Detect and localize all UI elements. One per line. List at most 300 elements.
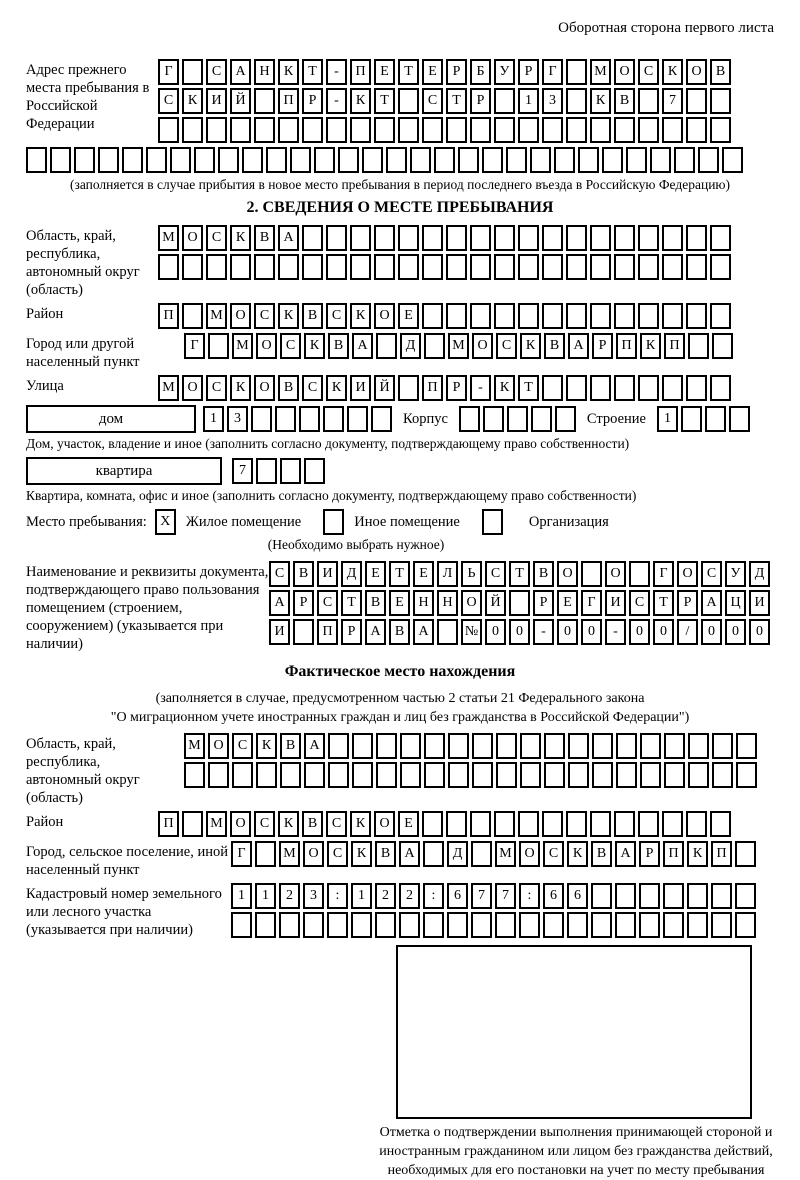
char-box[interactable] <box>664 762 685 788</box>
char-box[interactable] <box>470 225 491 251</box>
char-box[interactable] <box>616 733 637 759</box>
char-box[interactable]: О <box>182 225 203 251</box>
char-box[interactable] <box>590 225 611 251</box>
char-box[interactable]: Р <box>341 619 362 645</box>
char-box[interactable] <box>376 762 397 788</box>
char-box[interactable] <box>602 147 623 173</box>
char-box[interactable]: П <box>711 841 732 867</box>
char-box[interactable] <box>362 147 383 173</box>
char-box[interactable] <box>518 811 539 837</box>
char-box[interactable]: К <box>351 841 372 867</box>
char-box[interactable] <box>422 225 443 251</box>
char-box[interactable]: М <box>158 375 179 401</box>
char-box[interactable] <box>496 733 517 759</box>
char-box[interactable] <box>712 733 733 759</box>
char-box[interactable] <box>494 225 515 251</box>
char-box[interactable] <box>458 147 479 173</box>
char-box[interactable]: Р <box>677 590 698 616</box>
char-box[interactable]: В <box>280 733 301 759</box>
char-box[interactable] <box>376 333 397 359</box>
char-box[interactable]: У <box>725 561 746 587</box>
char-box[interactable]: У <box>494 59 515 85</box>
char-box[interactable] <box>710 254 731 280</box>
char-box[interactable]: 6 <box>567 883 588 909</box>
char-box[interactable]: Е <box>374 59 395 85</box>
char-box[interactable] <box>376 733 397 759</box>
char-box[interactable]: 0 <box>485 619 506 645</box>
char-box[interactable] <box>568 762 589 788</box>
char-box[interactable]: Т <box>653 590 674 616</box>
char-box[interactable] <box>581 561 602 587</box>
char-box[interactable] <box>194 147 215 173</box>
char-box[interactable] <box>158 254 179 280</box>
char-box[interactable] <box>182 303 203 329</box>
char-box[interactable]: Д <box>341 561 362 587</box>
char-box[interactable]: И <box>605 590 626 616</box>
char-box[interactable] <box>566 811 587 837</box>
char-box[interactable] <box>350 254 371 280</box>
char-box[interactable] <box>254 254 275 280</box>
char-box[interactable] <box>507 406 528 432</box>
char-box[interactable] <box>327 912 348 938</box>
char-box[interactable] <box>304 458 325 484</box>
char-box[interactable]: : <box>519 883 540 909</box>
char-box[interactable]: Р <box>446 59 467 85</box>
char-box[interactable] <box>375 912 396 938</box>
char-box[interactable]: В <box>328 333 349 359</box>
char-box[interactable]: С <box>638 59 659 85</box>
char-box[interactable] <box>278 254 299 280</box>
char-box[interactable]: П <box>317 619 338 645</box>
char-box[interactable]: 3 <box>227 406 248 432</box>
char-box[interactable] <box>729 406 750 432</box>
char-box[interactable]: С <box>269 561 290 587</box>
char-box[interactable]: В <box>389 619 410 645</box>
char-box[interactable] <box>686 117 707 143</box>
char-box[interactable]: О <box>374 303 395 329</box>
char-box[interactable] <box>681 406 702 432</box>
char-box[interactable]: 1 <box>518 88 539 114</box>
char-box[interactable]: 6 <box>447 883 468 909</box>
char-box[interactable]: А <box>352 333 373 359</box>
char-box[interactable] <box>638 225 659 251</box>
char-box[interactable]: Г <box>231 841 252 867</box>
char-box[interactable] <box>158 117 179 143</box>
char-box[interactable]: 0 <box>701 619 722 645</box>
char-box[interactable] <box>662 117 683 143</box>
char-box[interactable]: В <box>278 375 299 401</box>
char-box[interactable]: - <box>326 59 347 85</box>
char-box[interactable]: К <box>494 375 515 401</box>
char-box[interactable] <box>326 254 347 280</box>
char-box[interactable]: С <box>254 811 275 837</box>
char-box[interactable]: 1 <box>255 883 276 909</box>
char-box[interactable]: С <box>701 561 722 587</box>
char-box[interactable]: С <box>206 375 227 401</box>
char-box[interactable]: Т <box>389 561 410 587</box>
char-box[interactable] <box>328 733 349 759</box>
char-box[interactable]: 2 <box>279 883 300 909</box>
char-box[interactable] <box>590 254 611 280</box>
char-box[interactable] <box>663 883 684 909</box>
char-box[interactable] <box>542 225 563 251</box>
char-box[interactable] <box>400 762 421 788</box>
char-box[interactable]: Е <box>389 590 410 616</box>
char-box[interactable] <box>230 254 251 280</box>
char-box[interactable]: А <box>615 841 636 867</box>
char-box[interactable] <box>208 333 229 359</box>
char-box[interactable] <box>299 406 320 432</box>
char-box[interactable] <box>254 117 275 143</box>
char-box[interactable] <box>567 912 588 938</box>
char-box[interactable] <box>705 406 726 432</box>
char-box[interactable]: 3 <box>542 88 563 114</box>
char-box[interactable]: С <box>302 375 323 401</box>
char-box[interactable]: П <box>278 88 299 114</box>
char-box[interactable]: К <box>256 733 277 759</box>
char-box[interactable] <box>710 117 731 143</box>
char-box[interactable] <box>398 88 419 114</box>
char-box[interactable]: О <box>686 59 707 85</box>
char-box[interactable]: 2 <box>375 883 396 909</box>
char-box[interactable] <box>251 406 272 432</box>
char-box[interactable] <box>323 509 344 535</box>
char-box[interactable] <box>302 117 323 143</box>
char-box[interactable]: А <box>413 619 434 645</box>
char-box[interactable] <box>446 117 467 143</box>
char-box[interactable] <box>662 225 683 251</box>
char-box[interactable] <box>255 912 276 938</box>
char-box[interactable] <box>686 88 707 114</box>
char-box[interactable] <box>712 762 733 788</box>
char-box[interactable] <box>663 912 684 938</box>
char-box[interactable] <box>347 406 368 432</box>
char-box[interactable]: Е <box>398 811 419 837</box>
char-box[interactable]: П <box>422 375 443 401</box>
char-box[interactable] <box>722 147 743 173</box>
char-box[interactable] <box>640 733 661 759</box>
char-box[interactable]: Е <box>365 561 386 587</box>
char-box[interactable]: Р <box>639 841 660 867</box>
char-box[interactable]: О <box>461 590 482 616</box>
char-box[interactable]: Д <box>749 561 770 587</box>
char-box[interactable] <box>422 254 443 280</box>
char-box[interactable] <box>710 88 731 114</box>
char-box[interactable] <box>422 303 443 329</box>
char-box[interactable] <box>590 375 611 401</box>
char-box[interactable]: П <box>350 59 371 85</box>
char-box[interactable] <box>638 117 659 143</box>
char-box[interactable] <box>614 254 635 280</box>
char-box[interactable] <box>231 912 252 938</box>
char-box[interactable] <box>472 733 493 759</box>
char-box[interactable] <box>638 375 659 401</box>
char-box[interactable]: О <box>254 375 275 401</box>
char-box[interactable] <box>470 303 491 329</box>
char-box[interactable]: Т <box>518 375 539 401</box>
char-box[interactable]: С <box>280 333 301 359</box>
char-box[interactable] <box>448 762 469 788</box>
char-box[interactable]: С <box>327 841 348 867</box>
char-box[interactable] <box>208 762 229 788</box>
char-box[interactable] <box>616 762 637 788</box>
char-box[interactable] <box>664 733 685 759</box>
char-box[interactable] <box>518 303 539 329</box>
char-box[interactable] <box>448 733 469 759</box>
char-box[interactable] <box>698 147 719 173</box>
char-box[interactable] <box>592 762 613 788</box>
char-box[interactable]: П <box>158 811 179 837</box>
char-box[interactable] <box>26 147 47 173</box>
char-box[interactable]: Й <box>374 375 395 401</box>
char-box[interactable]: - <box>326 88 347 114</box>
char-box[interactable]: М <box>158 225 179 251</box>
char-box[interactable]: И <box>206 88 227 114</box>
char-box[interactable] <box>544 733 565 759</box>
char-box[interactable] <box>566 59 587 85</box>
char-box[interactable]: А <box>269 590 290 616</box>
char-box[interactable] <box>446 225 467 251</box>
char-box[interactable] <box>509 590 530 616</box>
char-box[interactable] <box>735 912 756 938</box>
char-box[interactable]: - <box>533 619 554 645</box>
char-box[interactable] <box>350 225 371 251</box>
char-box[interactable] <box>686 375 707 401</box>
char-box[interactable]: Т <box>302 59 323 85</box>
char-box[interactable] <box>614 225 635 251</box>
char-box[interactable] <box>568 733 589 759</box>
char-box[interactable]: О <box>557 561 578 587</box>
char-box[interactable] <box>639 883 660 909</box>
char-box[interactable] <box>614 117 635 143</box>
char-box[interactable] <box>290 147 311 173</box>
char-box[interactable] <box>735 883 756 909</box>
char-box[interactable]: А <box>399 841 420 867</box>
char-box[interactable]: В <box>302 303 323 329</box>
char-box[interactable] <box>638 88 659 114</box>
char-box[interactable]: Е <box>422 59 443 85</box>
char-box[interactable]: П <box>664 333 685 359</box>
char-box[interactable] <box>399 912 420 938</box>
char-box[interactable]: 3 <box>303 883 324 909</box>
char-box[interactable] <box>398 254 419 280</box>
char-box[interactable]: К <box>687 841 708 867</box>
char-box[interactable] <box>640 762 661 788</box>
char-box[interactable] <box>530 147 551 173</box>
char-box[interactable] <box>280 458 301 484</box>
char-box[interactable] <box>482 147 503 173</box>
char-box[interactable] <box>650 147 671 173</box>
char-box[interactable]: П <box>158 303 179 329</box>
char-box[interactable] <box>686 811 707 837</box>
char-box[interactable] <box>182 59 203 85</box>
char-box[interactable]: 0 <box>581 619 602 645</box>
char-box[interactable] <box>146 147 167 173</box>
char-box[interactable] <box>531 406 552 432</box>
char-box[interactable]: 0 <box>725 619 746 645</box>
char-box[interactable]: А <box>568 333 589 359</box>
char-box[interactable]: К <box>230 225 251 251</box>
char-box[interactable] <box>422 811 443 837</box>
char-box[interactable] <box>374 225 395 251</box>
char-box[interactable]: 0 <box>557 619 578 645</box>
char-box[interactable] <box>494 303 515 329</box>
char-box[interactable]: К <box>350 811 371 837</box>
char-box[interactable]: Г <box>184 333 205 359</box>
char-box[interactable] <box>266 147 287 173</box>
char-box[interactable]: В <box>302 811 323 837</box>
char-box[interactable] <box>710 811 731 837</box>
char-box[interactable] <box>494 88 515 114</box>
char-box[interactable]: П <box>663 841 684 867</box>
char-box[interactable] <box>352 762 373 788</box>
char-box[interactable]: В <box>375 841 396 867</box>
char-box[interactable] <box>278 117 299 143</box>
char-box[interactable]: М <box>495 841 516 867</box>
char-box[interactable] <box>232 762 253 788</box>
char-box[interactable]: К <box>590 88 611 114</box>
dom-entry-box[interactable]: дом <box>26 405 196 433</box>
char-box[interactable] <box>386 147 407 173</box>
char-box[interactable] <box>424 762 445 788</box>
char-box[interactable] <box>254 88 275 114</box>
char-box[interactable]: И <box>269 619 290 645</box>
char-box[interactable] <box>518 254 539 280</box>
char-box[interactable] <box>566 375 587 401</box>
char-box[interactable] <box>423 912 444 938</box>
char-box[interactable]: Е <box>413 561 434 587</box>
char-box[interactable]: К <box>304 333 325 359</box>
char-box[interactable] <box>206 117 227 143</box>
char-box[interactable] <box>230 117 251 143</box>
char-box[interactable] <box>472 762 493 788</box>
char-box[interactable] <box>422 117 443 143</box>
char-box[interactable] <box>494 254 515 280</box>
char-box[interactable] <box>182 811 203 837</box>
char-box[interactable] <box>275 406 296 432</box>
char-box[interactable]: Т <box>398 59 419 85</box>
char-box[interactable] <box>328 762 349 788</box>
char-box[interactable] <box>374 117 395 143</box>
char-box[interactable] <box>629 561 650 587</box>
char-box[interactable] <box>184 762 205 788</box>
char-box[interactable]: Р <box>446 375 467 401</box>
char-box[interactable] <box>50 147 71 173</box>
char-box[interactable]: С <box>206 59 227 85</box>
char-box[interactable] <box>542 811 563 837</box>
char-box[interactable]: М <box>206 303 227 329</box>
char-box[interactable]: 0 <box>629 619 650 645</box>
char-box[interactable]: С <box>254 303 275 329</box>
char-box[interactable]: Р <box>592 333 613 359</box>
char-box[interactable]: 2 <box>399 883 420 909</box>
char-box[interactable]: С <box>485 561 506 587</box>
char-box[interactable] <box>423 841 444 867</box>
char-box[interactable] <box>471 912 492 938</box>
char-box[interactable]: С <box>543 841 564 867</box>
char-box[interactable]: - <box>605 619 626 645</box>
char-box[interactable] <box>459 406 480 432</box>
kvartira-entry-box[interactable]: квартира <box>26 457 222 485</box>
char-box[interactable] <box>424 733 445 759</box>
char-box[interactable] <box>302 225 323 251</box>
char-box[interactable]: Й <box>230 88 251 114</box>
char-box[interactable]: 7 <box>662 88 683 114</box>
char-box[interactable]: О <box>230 811 251 837</box>
char-box[interactable]: № <box>461 619 482 645</box>
char-box[interactable]: М <box>232 333 253 359</box>
char-box[interactable]: В <box>293 561 314 587</box>
char-box[interactable] <box>544 762 565 788</box>
char-box[interactable]: О <box>519 841 540 867</box>
char-box[interactable] <box>314 147 335 173</box>
char-box[interactable]: Н <box>437 590 458 616</box>
char-box[interactable] <box>398 117 419 143</box>
char-box[interactable]: С <box>326 303 347 329</box>
char-box[interactable]: М <box>184 733 205 759</box>
char-box[interactable] <box>615 883 636 909</box>
char-box[interactable] <box>323 406 344 432</box>
char-box[interactable] <box>662 375 683 401</box>
char-box[interactable] <box>578 147 599 173</box>
char-box[interactable]: М <box>279 841 300 867</box>
char-box[interactable] <box>74 147 95 173</box>
char-box[interactable] <box>686 254 707 280</box>
char-box[interactable] <box>711 912 732 938</box>
char-box[interactable] <box>495 912 516 938</box>
char-box[interactable] <box>293 619 314 645</box>
char-box[interactable]: В <box>544 333 565 359</box>
char-box[interactable] <box>554 147 575 173</box>
char-box[interactable] <box>446 811 467 837</box>
char-box[interactable]: / <box>677 619 698 645</box>
char-box[interactable]: : <box>423 883 444 909</box>
char-box[interactable] <box>280 762 301 788</box>
char-box[interactable] <box>182 117 203 143</box>
char-box[interactable] <box>424 333 445 359</box>
char-box[interactable] <box>688 333 709 359</box>
char-box[interactable] <box>206 254 227 280</box>
char-box[interactable] <box>687 912 708 938</box>
char-box[interactable]: 6 <box>543 883 564 909</box>
char-box[interactable]: : <box>327 883 348 909</box>
char-box[interactable] <box>182 254 203 280</box>
char-box[interactable]: К <box>520 333 541 359</box>
char-box[interactable] <box>350 117 371 143</box>
char-box[interactable] <box>398 375 419 401</box>
char-box[interactable] <box>542 254 563 280</box>
char-box[interactable]: О <box>605 561 626 587</box>
char-box[interactable] <box>256 458 277 484</box>
char-box[interactable] <box>400 733 421 759</box>
char-box[interactable]: Й <box>485 590 506 616</box>
char-box[interactable] <box>446 254 467 280</box>
char-box[interactable]: А <box>230 59 251 85</box>
char-box[interactable]: 7 <box>495 883 516 909</box>
char-box[interactable] <box>374 254 395 280</box>
char-box[interactable] <box>590 117 611 143</box>
char-box[interactable] <box>614 811 635 837</box>
char-box[interactable]: С <box>496 333 517 359</box>
char-box[interactable]: Р <box>302 88 323 114</box>
char-box[interactable]: С <box>158 88 179 114</box>
char-box[interactable]: Г <box>581 590 602 616</box>
char-box[interactable]: Т <box>509 561 530 587</box>
char-box[interactable] <box>674 147 695 173</box>
char-box[interactable] <box>398 225 419 251</box>
char-box[interactable] <box>170 147 191 173</box>
char-box[interactable]: И <box>749 590 770 616</box>
